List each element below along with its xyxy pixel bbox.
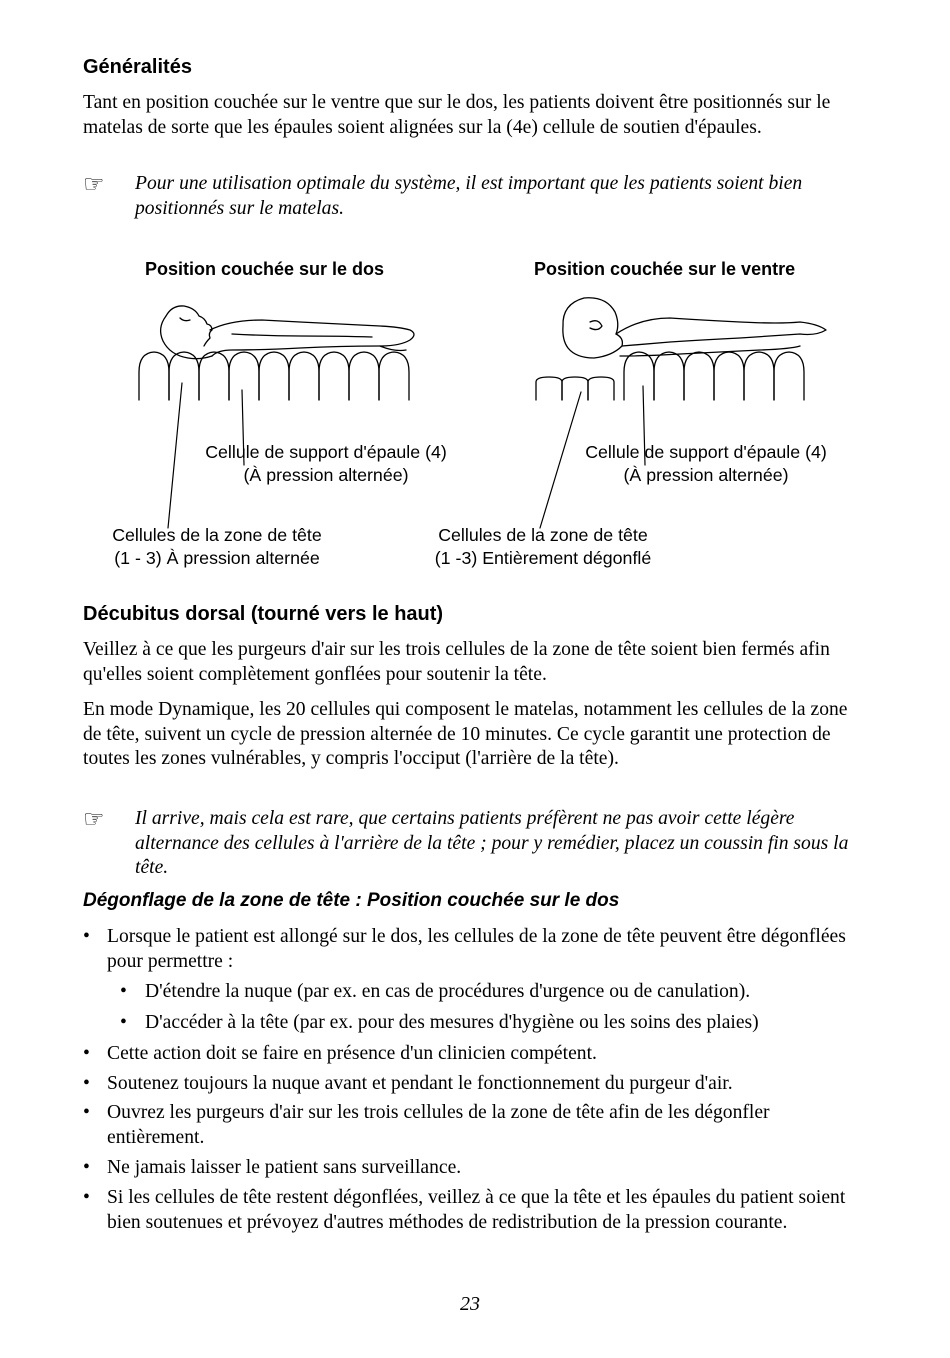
section-heading-degonflage: Dégonflage de la zone de tête : Position couchée sur le dos	[83, 890, 620, 911]
list-item-text: D'étendre la nuque (par ex. en cas de procédures d'urgence ou de canulation).	[145, 981, 751, 1002]
list-item	[120, 1011, 865, 1036]
list-item-text: Ouvrez les purgeurs d'air sur les trois cellules de la zone de tête afin de les dégonfler entièrement.	[107, 1102, 770, 1148]
list-item	[83, 1072, 863, 1097]
bullet-icon: •	[120, 1012, 127, 1033]
note-text: Il arrive, mais cela est rare, que certains patients préfèrent ne pas avoir cette légère alternance des cellules à l'arrière de la tête ; pour y remédier, placez un coussin fin sous la tête.	[135, 808, 849, 878]
list-item	[83, 1101, 863, 1150]
list-item	[83, 1186, 863, 1235]
mattress-position-figure	[0, 0, 950, 600]
label-supine-head-cells	[95, 524, 339, 569]
figure-title-supine: Position couchée sur le dos	[145, 259, 385, 279]
list-item-text: Si les cellules de tête restent dégonflées, veillez à ce que la tête et les épaules du patient soient bien soutenues et prévoyez d'autres méthodes de redistribution de la pression courante.	[107, 1187, 846, 1233]
label-line: Cellule de support d'épaule (4)	[585, 442, 827, 462]
list-item-text: Soutenez toujours la nuque avant et pendant le fonctionnement du purgeur d'air.	[107, 1073, 733, 1094]
page-number: 23	[460, 1293, 480, 1315]
label-line: Cellules de la zone de tête	[438, 525, 648, 545]
bullet-icon: •	[83, 1187, 90, 1208]
figure-title-prone: Position couchée sur le ventre	[534, 259, 796, 279]
section-heading-decubitus-dorsal: Décubitus dorsal (tourné vers le haut)	[83, 603, 444, 625]
bullet-icon: •	[120, 981, 127, 1002]
list-item	[83, 925, 863, 974]
supine-patient-illustration	[161, 306, 414, 359]
list-item	[83, 1156, 863, 1181]
prone-patient-illustration	[563, 298, 826, 358]
label-prone-head-cells	[413, 524, 673, 569]
label-line: (1 -3) Entièrement dégonflé	[434, 547, 652, 568]
label-line: Cellules de la zone de tête	[112, 525, 322, 545]
bullet-icon: •	[83, 926, 90, 947]
label-line: (1 - 3) À pression alternée	[114, 547, 320, 568]
pointing-hand-icon: ☞	[83, 807, 105, 833]
bullet-icon: •	[83, 1102, 90, 1123]
list-item-text: D'accéder à la tête (par ex. pour des mesures d'hygiène ou les soins des plaies)	[145, 1012, 759, 1033]
list-item-text: Lorsque le patient est allongé sur le dos, les cellules de la zone de tête peuvent être dégonflées pour permettre :	[107, 926, 846, 972]
note-text: Pour une utilisation optimale du système, il est important que les patients soient bien positionnés sur le matelas.	[135, 173, 803, 219]
list-item-text: Ne jamais laisser le patient sans surveillance.	[107, 1157, 462, 1178]
bullet-icon: •	[83, 1157, 90, 1178]
paragraph-dorsal-1: Veillez à ce que les purgeurs d'air sur les trois cellules de la zone de tête soient bien fermés afin qu'elles soient complètement gonflées pour soutenir la tête.	[83, 639, 830, 685]
pointing-hand-icon: ☞	[83, 172, 105, 198]
note-head-cushion	[83, 807, 863, 881]
paragraph-general: Tant en position couchée sur le ventre que sur le dos, les patients doivent être positionnés sur le matelas de sorte que les épaules soient alignées sur la (4e) cellule de soutien d'épaules.	[83, 92, 831, 138]
paragraph-dorsal-2: En mode Dynamique, les 20 cellules qui composent le matelas, notamment les cellules de la zone de tête, suivent un cycle de pression alternée de 10 minutes. Ce cycle garantit une protection de toutes les zones vulnérables, y compris l'occiput (l'arrière de la tête).	[83, 699, 848, 769]
list-item-text: Cette action doit se faire en présence d'un clinicien compétent.	[107, 1043, 597, 1064]
list-item	[83, 1042, 863, 1067]
label-line: (À pression alternée)	[243, 464, 409, 485]
supine-mattress-cells	[139, 352, 409, 400]
bullet-icon: •	[83, 1043, 90, 1064]
list-item	[120, 980, 865, 1005]
bullet-icon: •	[83, 1073, 90, 1094]
prone-mattress-cells	[536, 352, 804, 400]
section-heading-generalites: Généralités	[83, 56, 192, 78]
label-supine-shoulder-cell	[186, 441, 466, 486]
label-line: (À pression alternée)	[623, 464, 789, 485]
label-prone-shoulder-cell	[566, 441, 846, 486]
label-line: Cellule de support d'épaule (4)	[205, 442, 447, 462]
